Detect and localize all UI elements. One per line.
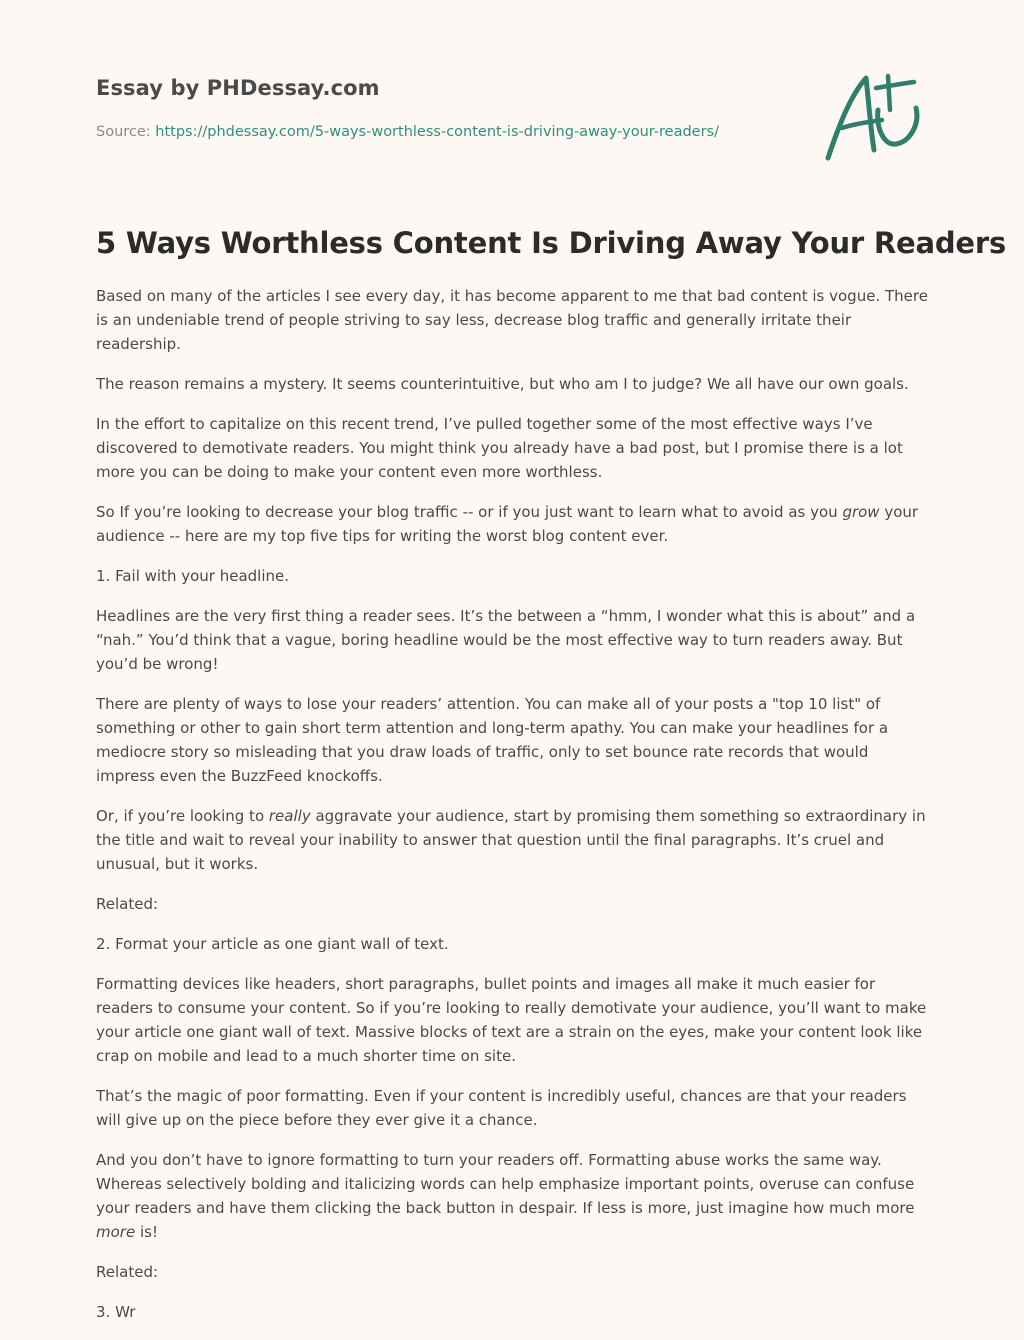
text-run: And you don’t have to ignore formatting to turn your readers off. Formatting abuse works the same way. Whereas selectively bolding and italicizing words can help emphasize important points, overuse can confuse your readers and have them clicking the back button in despair. If less is more, just imagine how much more (96, 1151, 915, 1217)
source-link[interactable]: https://phdessay.com/5-ways-worthless-content-is-driving-away-your-readers/ (155, 124, 719, 140)
related-label: Related: (96, 895, 159, 913)
text-run: So If you’re looking to decrease your blog traffic -- or if you just want to learn what to avoid as you (96, 503, 843, 521)
source-label: Source: (96, 124, 151, 140)
italic-text: grow (842, 503, 880, 521)
paragraph: Formatting devices like headers, short paragraphs, bullet points and images all make it much easier for readers to consume your content. So if you’re looking to really demotivate your audience, you’ll want to make your article one giant wall of text. Massive blocks of text are a strain on the eyes, make your content look like crap on mobile and lead to a much shorter time on site. (96, 975, 927, 1065)
italic-text: really (268, 807, 311, 825)
section-heading: 1. Fail with your headline. (96, 567, 290, 585)
italic-text: more (96, 1223, 136, 1241)
paragraph: The reason remains a mystery. It seems counterintuitive, but who am I to judge? We all have our own goals. (96, 375, 909, 393)
text-run: is! (135, 1223, 158, 1241)
a-plus-logo-icon (820, 66, 924, 166)
source-line (96, 124, 719, 140)
paragraph (96, 500, 932, 548)
paragraph: In the effort to capitalize on this recent trend, I’ve pulled together some of the most effective ways I’ve discovered to demotivate readers. You might think you already have a bad post, but I promise there is a lot more you can be doing to make your content even more worthless. (96, 415, 903, 481)
section-heading: 2. Format your article as one giant wall of text. (96, 935, 449, 953)
text-run: aggravate your audience, start by promising them something so extraordinary in the title and wait to reveal your inability to answer that question until the final paragraphs. It’s cruel and unusual, but it works. (96, 807, 926, 873)
section-heading: 3. Wr (96, 1303, 136, 1321)
paragraph: Headlines are the very first thing a reader sees. It’s the between a “hmm, I wonder what this is about” and a “nah.” You’d think that a vague, boring headline would be the most effective way to turn readers away. But you’d be wrong! (96, 607, 916, 673)
article-body (96, 284, 932, 1340)
site-brand: Essay by PHDessay.com (96, 76, 380, 100)
related-label: Related: (96, 1263, 159, 1281)
paragraph: That’s the magic of poor formatting. Even if your content is incredibly useful, chances are that your readers will give up on the piece before they ever give it a chance. (96, 1087, 907, 1129)
page-header (96, 0, 928, 200)
paragraph: Based on many of the articles I see every day, it has become apparent to me that bad content is vogue. There is an undeniable trend of people striving to say less, decrease blog traffic and generally irritate their readership. (96, 287, 928, 353)
text-run: Or, if you’re looking to (96, 807, 269, 825)
paragraph (96, 1148, 932, 1244)
text-run: your audience -- here are my top five tips for writing the worst blog content ever. (96, 503, 919, 545)
article-title: 5 Ways Worthless Content Is Driving Away Your Readers (96, 226, 1007, 260)
paragraph: There are plenty of ways to lose your readers’ attention. You can make all of your posts a "top 10 list" of something or other to gain short term attention and long-term apathy. You can make your headlines for a mediocre story so misleading that you draw loads of traffic, only to set bounce rate records that would impress even the BuzzFeed knockoffs. (96, 695, 889, 785)
paragraph (96, 804, 932, 876)
